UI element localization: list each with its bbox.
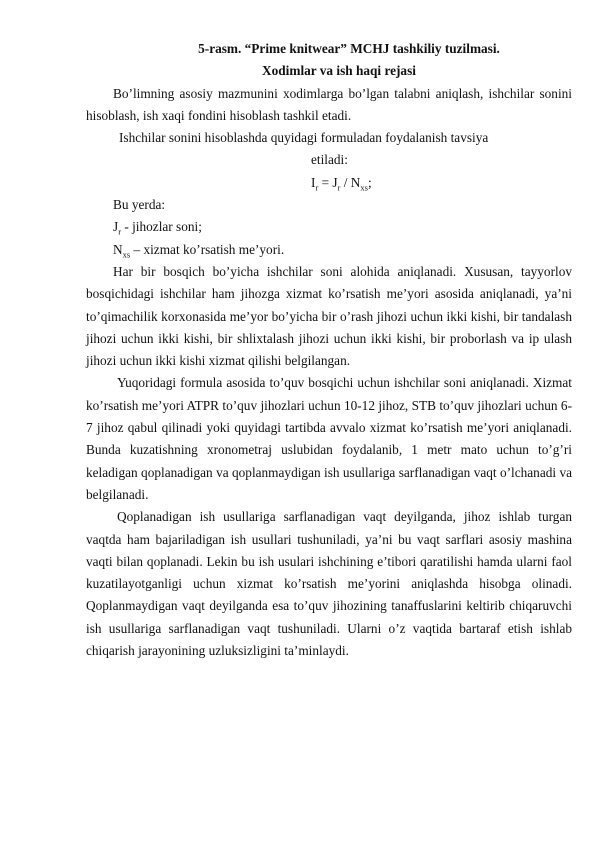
formula-end: ; — [367, 174, 372, 190]
formula-sub-r1: r — [315, 182, 319, 193]
paragraph-formula-intro-tail: etiladi: — [311, 152, 348, 168]
paragraph-qoplanadigan: Qoplanadigan ish usullariga sarflanadigan vaqt deyilganda, jihoz ishlab turgan vaqtda ham bajariladigan ish usullari tushuniladi, ya’ni bu vaqt sarflari asosiy mashina vaqti bilan qoplanadi. Lekin bu ish usulari ishchining e’tibori qaratilishi hamda ularni faol kuzatilayotganligi uchun xizmat ko’rsatish me’yorini aniqlashda hisobga olinadi. Qoplanmaydigan vaqt deyilganda esa to’quv jihozining tanaffuslarini keltirib chiqaruvchi ish usullariga sarflanadigan vaqt tushuniladi. Ularni o’z vaqtida bartaraf etish ishlab chiqarish jarayonining uzluksizligini ta’minlaydi. — [86, 509, 572, 659]
formula — [86, 172, 572, 194]
paragraph-formula-intro: Ishchilar sonini hisoblashda quyidagi formuladan foydalanish tavsiya — [119, 130, 489, 146]
definition-jihozlar — [86, 216, 572, 238]
figure-caption: 5-rasm. “Prime knitwear” MCHJ tashkiliy tuzilmasi. — [198, 41, 500, 56]
definition-sub-r: r — [118, 227, 122, 238]
formula-sub-r2: r — [337, 182, 341, 193]
formula-symbol-i: I — [311, 174, 316, 190]
paragraph-intro: Bo’limning asosiy mazmunini xodimlarga bo’lgan talabni aniqlash, ishchilar sonini hisoblash, ish xaqi fondini hisoblash tashkil etadi. — [86, 85, 572, 123]
formula-symbol-j: = J — [318, 174, 338, 190]
formula-sub-xs: xs — [360, 182, 368, 193]
definition-symbol-j: J — [113, 219, 119, 235]
definition-text-j: - jihozlar soni; — [121, 219, 202, 235]
definition-me-yor — [86, 239, 572, 261]
paragraph-formula-usage: Yuqoridagi formula asosida to’quv bosqichi uchun ishchilar soni aniqlanadi. Xizmat ko’rsatish me’yori ATPR to’quv jihozlari uchun 10-12 jihoz, STB to’quv jihozlari uchun 6-7 jihoz qabul qilinadi yoki quyidagi tartibda avvalo xizmat ko’rsatish me’yori aniqlanadi. Bunda kuzatishning xronometraj uslubidan foydalanib, 1 metr mato uchun to’g’ri keladigan qoplanadigan va qoplanmaydigan ish usullariga sarflanadigan vaqt o’lchanadi va belgilanadi. — [86, 375, 572, 502]
paragraph-bosqich: Har bir bosqich bo’yicha ishchilar soni alohida aniqlanadi. Xususan, tayyorlov bosqichidagi ishchilar ham jihozga xizmat ko’rsatish me’yori asosida aniqlanadi, ya’ni to’qimachilik korxonasida me’yor bo’yicha bir o’rash jihozi uchun ikki kishi, bir tandalash jihozi uchun ikki kishi, bir shlixtalash jihozi uchun ikki kishi, bir proborlash va ip ulash jihozi uchun ikki kishi xizmat qilishi belgilangan. — [86, 263, 572, 369]
section-title: Xodimlar va ish haqi rejasi — [262, 63, 416, 79]
formula-symbol-n: / N — [340, 174, 361, 190]
definitions-heading: Bu yerda: — [113, 197, 166, 213]
definition-text-n: – xizmat ko’rsatish me’yori. — [130, 241, 285, 257]
document-page — [86, 38, 572, 662]
definition-symbol-n: N — [113, 241, 123, 257]
definition-sub-xs: xs — [122, 249, 131, 260]
